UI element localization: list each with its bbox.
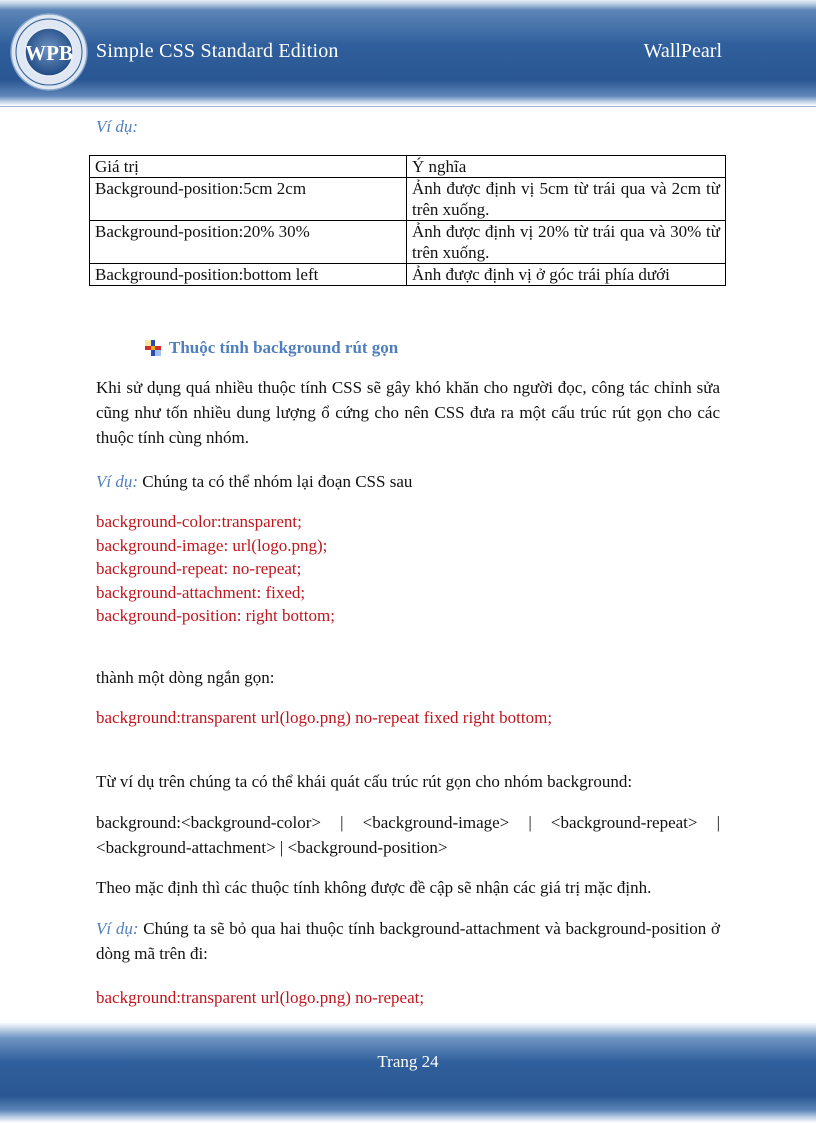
intro-paragraph: Khi sử dụng quá nhiều thuộc tính CSS sẽ gây khó khăn cho người đọc, công tác chỉnh sửa cũng như tốn nhiều dung lượng ổ cứng cho nên CSS đưa ra một cấu trúc rút gọn cho các thuộc tính cùng nhóm. [96, 378, 720, 447]
table-header-row [90, 156, 726, 178]
section-heading-text: Thuộc tính background rút gọn [169, 338, 399, 357]
table-cell: Ảnh được định vị ở góc trái phía dưới [407, 264, 726, 286]
shorthand-syntax: background:<background-color> | <background-image> | <background-repeat> | <background-attachment> | <background-position> [96, 813, 720, 857]
document-title: Simple CSS Standard Edition [96, 40, 339, 62]
table-cell: Ảnh được định vị 5cm từ trái qua và 2cm từ trên xuống. [407, 178, 726, 221]
example-text: Chúng ta có thể nhóm lại đoạn CSS sau [138, 472, 413, 491]
table-row [90, 221, 726, 264]
colored-plus-bullet-icon [145, 340, 161, 356]
page-number: Trang 24 [377, 1052, 439, 1071]
example-label: Ví dụ: [96, 117, 139, 136]
table-header-cell: Giá trị [90, 156, 407, 178]
example2-paragraph [96, 916, 720, 966]
table-cell: Ảnh được định vị 20% từ trái qua và 30% từ trên xuống. [407, 221, 726, 264]
example-line [96, 469, 720, 494]
page-footer [0, 1022, 816, 1123]
default-note: Theo mặc định thì các thuộc tính không được đề cập sẽ nhận các giá trị mặc định. [96, 878, 652, 897]
css-code-block [96, 510, 720, 628]
example-label: Ví dụ: [96, 919, 139, 938]
table-cell: Background-position:20% 30% [90, 221, 407, 264]
background-position-table [89, 155, 726, 286]
shorthand-intro: thành một dòng ngắn gọn: [96, 668, 275, 687]
general-intro: Từ ví dụ trên chúng ta có thể khái quát cấu trúc rút gọn cho nhóm background: [96, 772, 633, 791]
code-line: background-attachment: fixed; [96, 582, 306, 602]
wpb-logo-icon [9, 12, 89, 92]
page-header [0, 0, 816, 107]
table-cell: Background-position:bottom left [90, 264, 407, 286]
code-line: background-position: right bottom; [96, 606, 335, 625]
table-row [90, 264, 726, 286]
code-line: background-repeat: no-repeat; [96, 559, 302, 578]
shorthand-code: background:transparent url(logo.png) no-repeat fixed right bottom; [96, 708, 553, 727]
code-line: background-image: url(logo.png); [96, 535, 328, 555]
table-cell: Background-position:5cm 2cm [90, 178, 407, 221]
final-code: background:transparent url(logo.png) no-repeat; [96, 988, 425, 1007]
section-heading [145, 338, 398, 358]
table-header-cell: Ý nghĩa [407, 156, 726, 178]
example-label: Ví dụ: [96, 472, 139, 491]
example2-text: Chúng ta sẽ bỏ qua hai thuộc tính background-attachment và background-position ở dòng mã trên đi: [96, 919, 720, 963]
table-row [90, 178, 726, 221]
brand-name: WallPearl [643, 40, 722, 62]
logo-text: WPB [25, 41, 73, 65]
code-line: background-color:transparent; [96, 512, 302, 531]
